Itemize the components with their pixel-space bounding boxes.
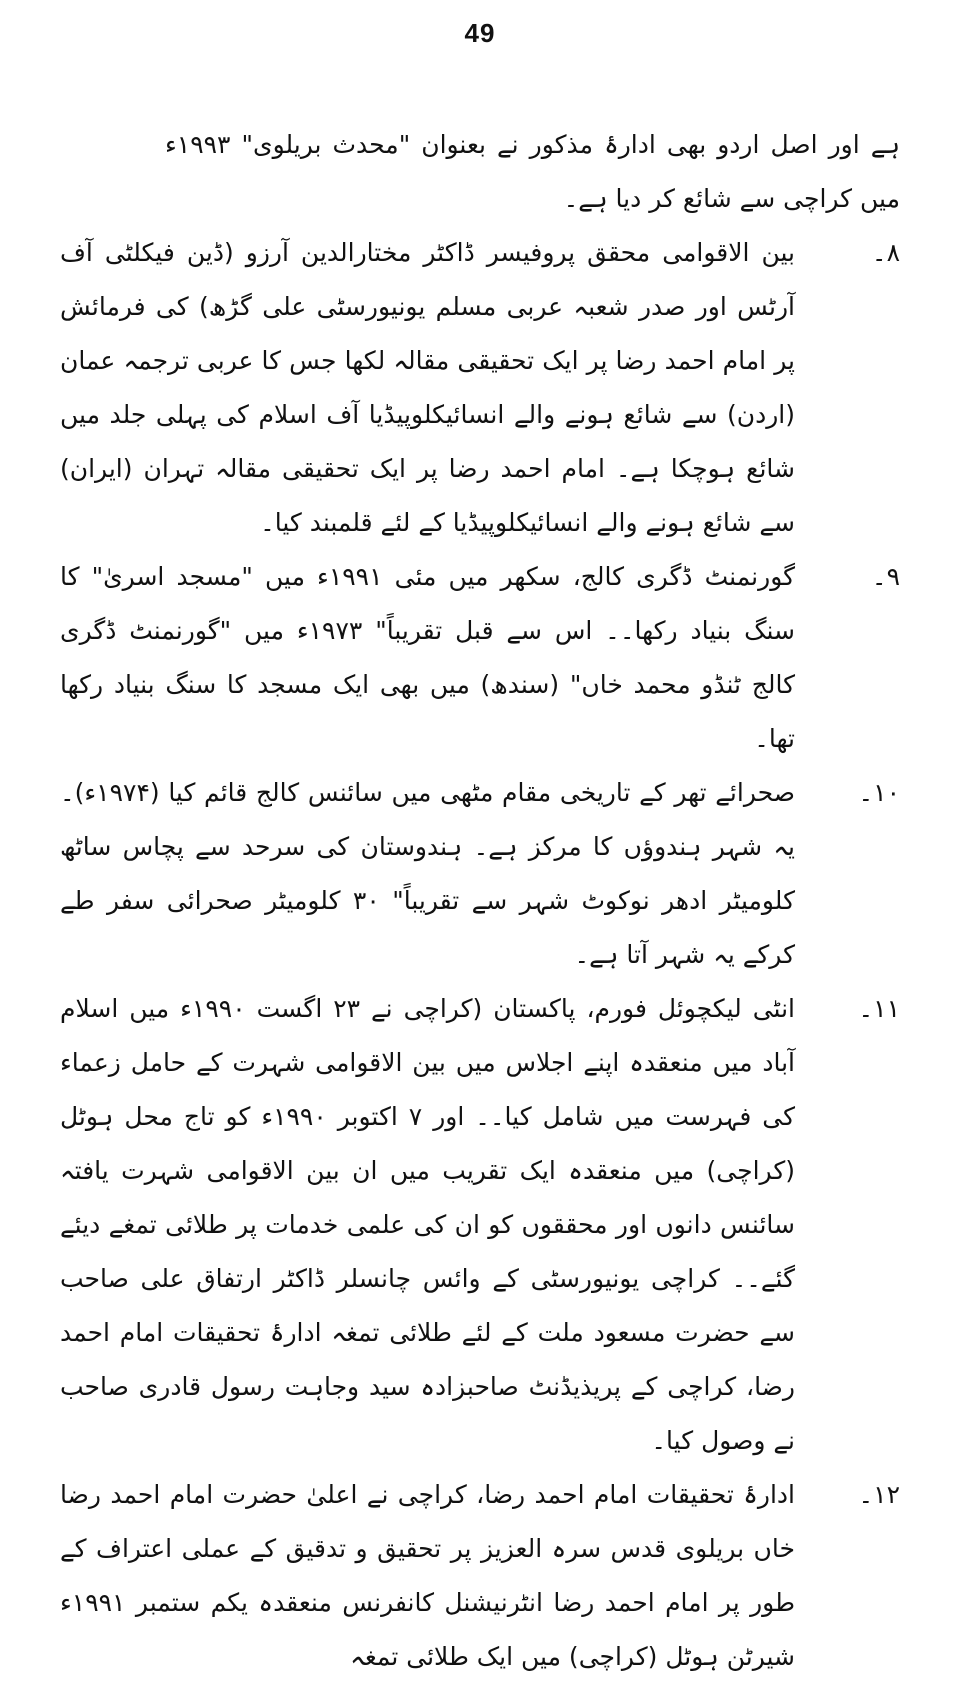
item-number: ۱۰۔ [858,778,900,807]
item-text: بین الاقوامی محقق پروفیسر ڈاکٹر مختارالدین آرزو (ڈین فیکلٹی آف آرٹس اور صدر شعبہ عربی مسلم یونیورسٹی علی گڑھ) کی فرمائش پر امام احمد رضا پر ایک تحقیقی مقالہ لکھا جس کا عربی ترجمہ عمان (اردن) سے شائع ہونے والے انسائیکلوپیڈیا آف اسلام کی پہلی جلد میں شائع ہوچکا ہے۔ امام احمد رضا پر ایک تحقیقی مقالہ تہران (ایران) سے شائع ہونے والے انسائیکلوپیڈیا کے لئے قلمبند کیا۔ [60,238,795,537]
item-number: ۹۔ [871,562,900,591]
list-item-8 [60,226,900,550]
item-text: انٹی لیکچوئل فورم، پاکستان (کراچی نے ۲۳ اگست ۱۹۹۰ء میں اسلام آباد میں منعقدہ اپنے اجلاس میں بین الاقوامی شہرت کے حامل زعماء کی فہرست میں شامل کیا۔۔ اور ۷ اکتوبر ۱۹۹۰ء کو تاج محل ہوٹل (کراچی) میں منعقدہ ایک تقریب میں ان بین الاقوامی شہرت یافتہ سائنس دانوں اور محققوں کو ان کی علمی خدمات پر طلائی تمغے دیئے گئے۔۔ کراچی یونیورسٹی کے وائس چانسلر ڈاکٹر ارتفاق علی صاحب سے حضرت مسعود ملت کے لئے طلائی تمغہ ادارۂ تحقیقات امام احمد رضا، کراچی کے پریذیڈنٹ صاحبزادہ سید وجاہت رسول قادری صاحب نے وصول کیا۔ [60,994,796,1455]
page-number: 49 [464,18,496,48]
list-item-11 [60,982,900,1468]
item-number: ۱۱۔ [858,994,900,1023]
list-item-10 [60,766,900,982]
list-item-12 [60,1468,900,1684]
lead-paragraph: ہے اور اصل اردو بھی ادارۂ مذکور نے بعنوان "محدث بریلوی" ۱۹۹۳ء میں کراچی سے شائع کر دیا ہے۔ [165,130,900,213]
page-content [60,118,900,1684]
item-text: ادارۂ تحقیقات امام احمد رضا، کراچی نے اعلیٰ حضرت امام احمد رضا خاں بریلوی قدس سرہ العزیز پر تحقیق و تدقیق کے عملی اعتراف کے طور پر امام احمد رضا انٹرنیشنل کانفرنس منعقدہ یکم ستمبر ۱۹۹۱ء شیرٹن ہوٹل (کراچی) میں ایک طلائی تمغہ [60,1480,795,1671]
list-item-9 [60,550,900,766]
item-text: گورنمنٹ ڈگری کالج، سکھر میں مئی ۱۹۹۱ء میں "مسجد اسریٰ" کا سنگ بنیاد رکھا۔۔ اس سے قبل تقریباً" ۱۹۷۳ء میں "گورنمنٹ ڈگری کالج ٹنڈو محمد خاں" (سندھ) میں بھی ایک مسجد کا سنگ بنیاد رکھا تھا۔ [60,562,796,753]
item-number: ۱۲۔ [858,1480,900,1509]
item-text: صحرائے تھر کے تاریخی مقام مٹھی میں سائنس کالج قائم کیا (۱۹۷۴ء)۔ یہ شہر ہندوؤں کا مرکز ہے۔ ہندوستان کی سرحد سے پچاس ساٹھ کلومیٹر ادھر نوکوٹ شہر سے تقریباً" ۳۰ کلومیٹر صحرائی سفر طے کرکے یہ شہر آتا ہے۔ [60,778,795,969]
item-number: ۸۔ [871,238,900,267]
